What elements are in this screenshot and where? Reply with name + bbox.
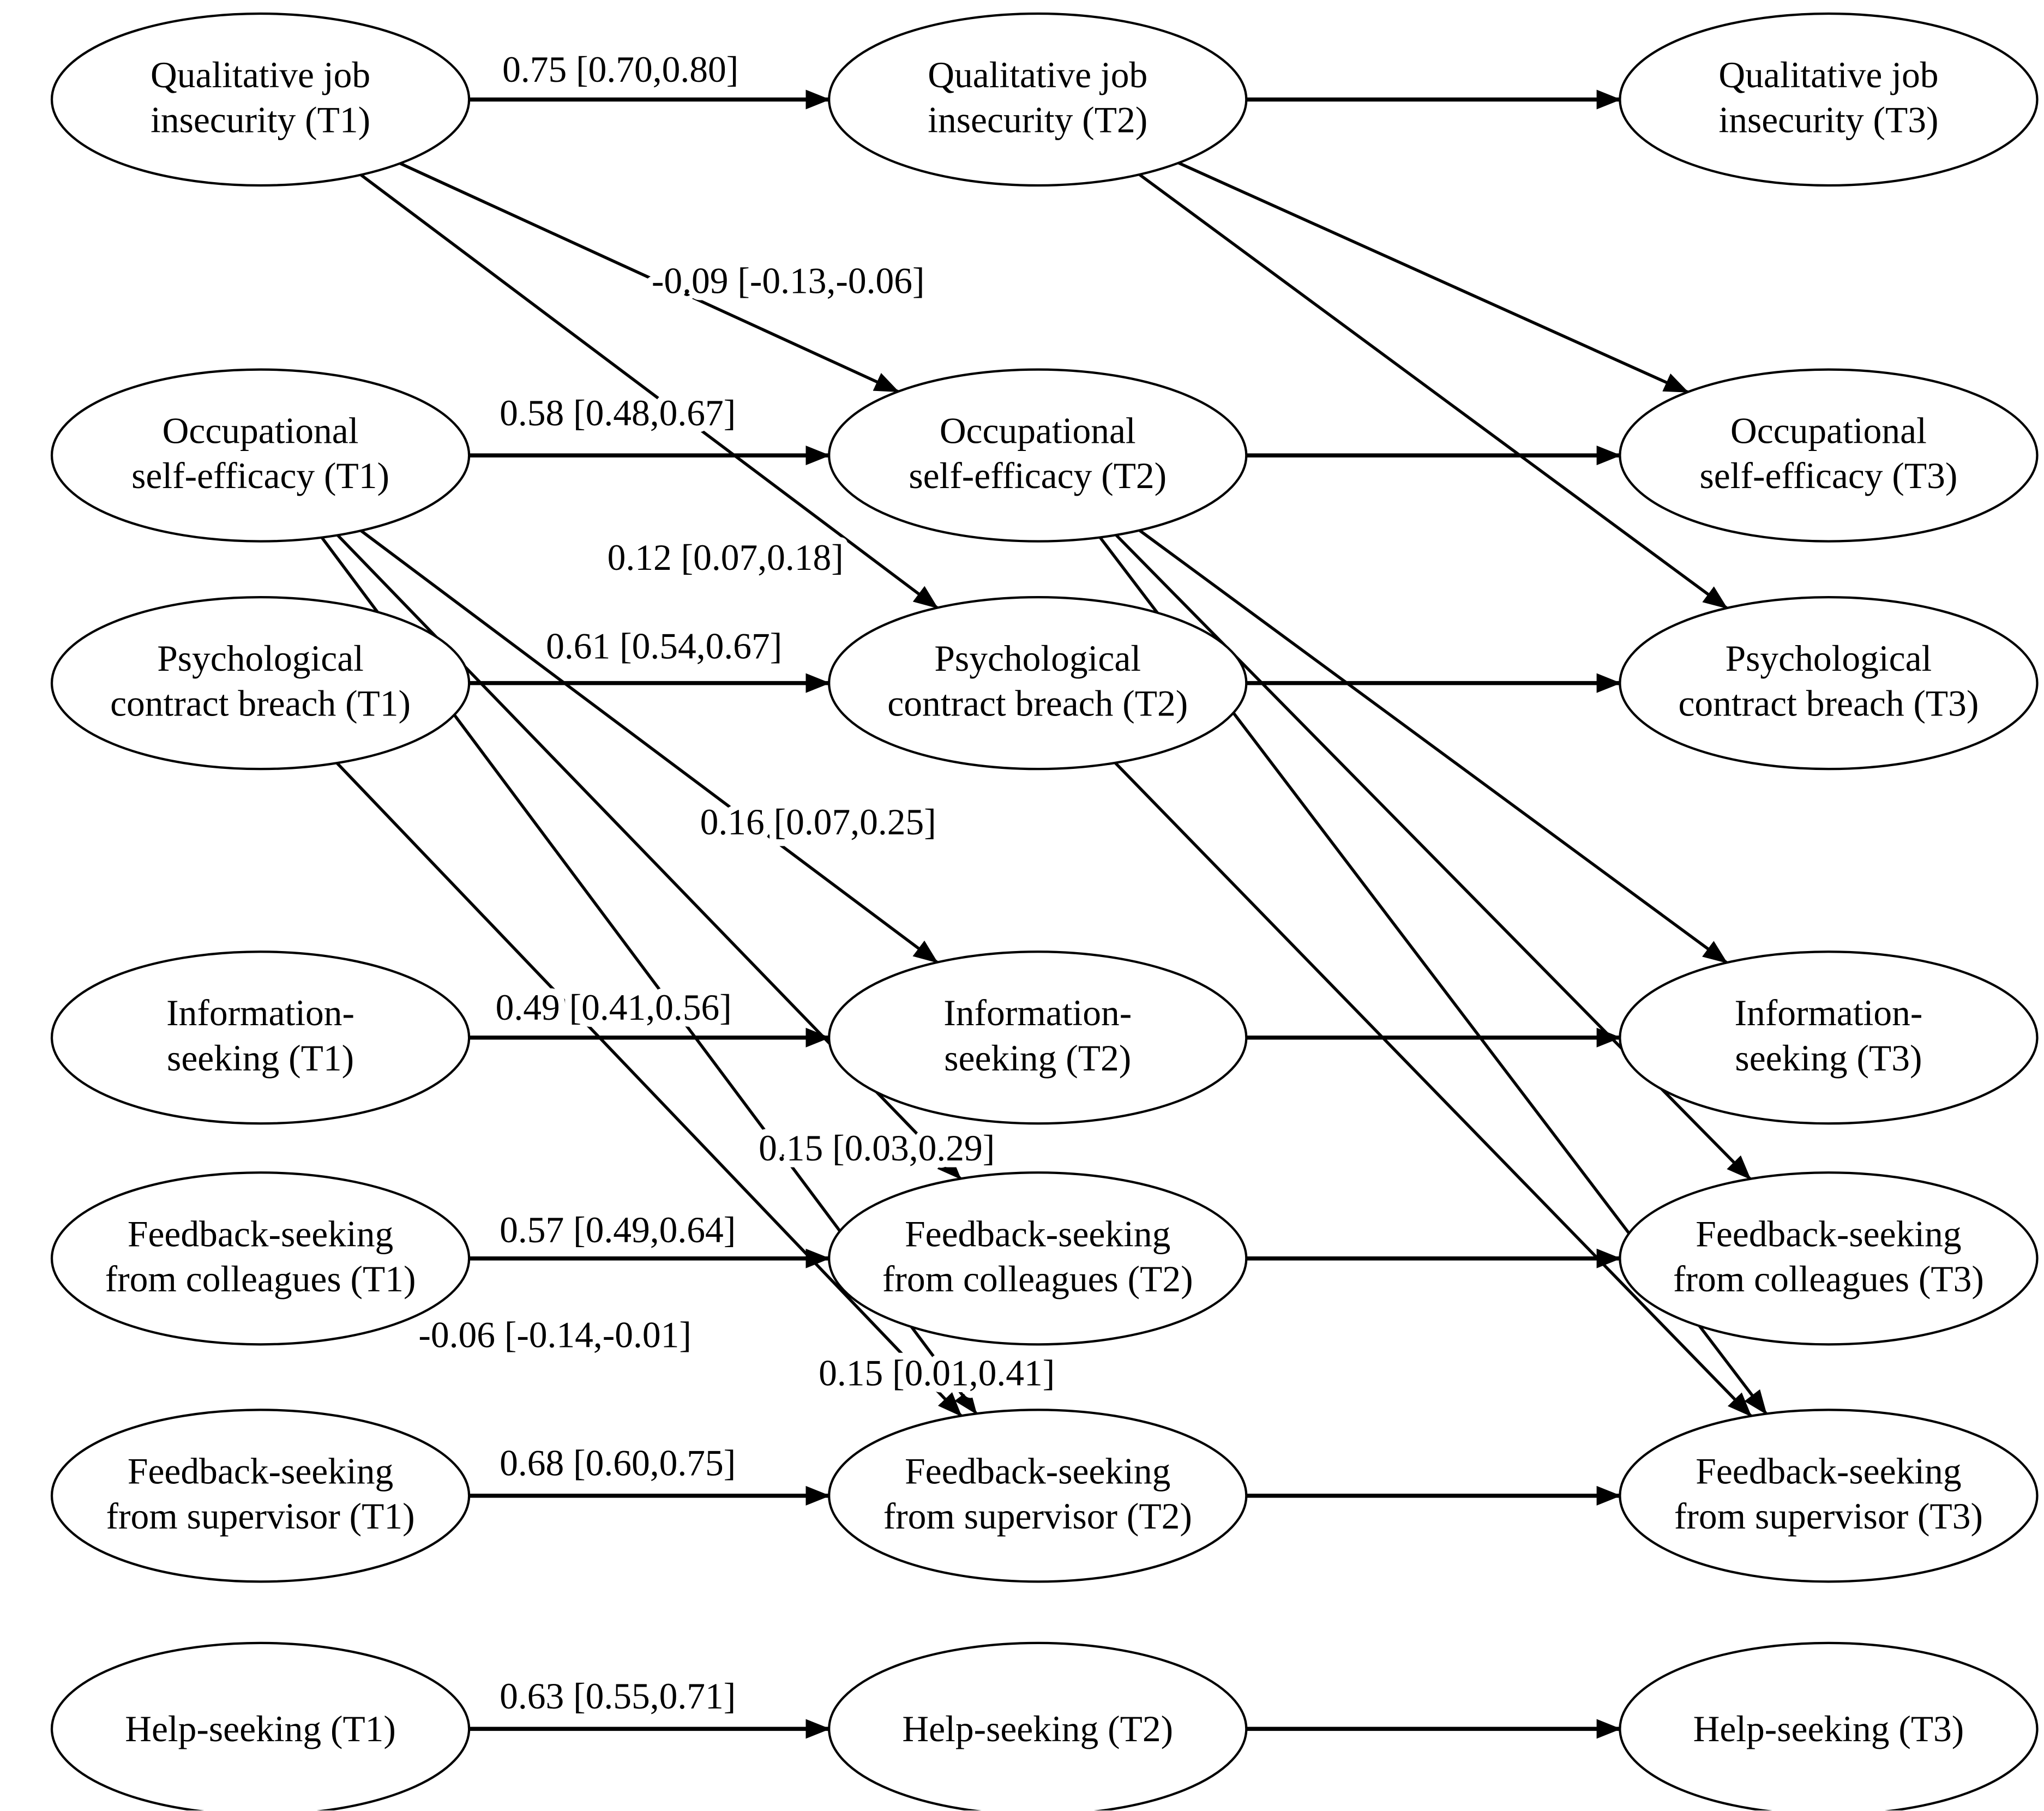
path-coefficient-label-fbs-t1-fbs-t2: 0.68 [0.60,0.75] <box>500 1442 736 1484</box>
node-qji-t1 <box>52 14 469 185</box>
path-coefficient-label-pcb-t1-fbs-t2: -0.06 [-0.14,-0.01] <box>418 1314 692 1356</box>
node-hs-t2 <box>829 1643 1246 1811</box>
ose-t2-label: Occupational self-efficacy (T2) <box>909 410 1167 497</box>
node-hs-t1 <box>52 1643 469 1811</box>
node-ose-t2 <box>829 370 1246 542</box>
pcb-t2-label: Psychological contract breach (T2) <box>887 638 1188 724</box>
is-t3-label: Information-seeking (T3) <box>1734 992 1923 1079</box>
hs-t2-label: Help-seeking (T2) <box>902 1708 1174 1749</box>
fbs-t3-label: Feedback-seeking from supervisor (T3) <box>1674 1451 1983 1537</box>
path-coefficient-label-is-t1-is-t2: 0.49 [0.41,0.56] <box>495 987 732 1028</box>
path-coefficient-label-qji-t1-ose-t2: -0.09 [-0.13,-0.06] <box>651 260 925 302</box>
node-pcb-t3 <box>1620 597 2037 769</box>
path-coefficient-label-qji-t1-qji-t2: 0.75 [0.70,0.80] <box>502 49 739 91</box>
path-coefficient-label-fbc-t1-fbc-t2: 0.57 [0.49,0.64] <box>500 1209 736 1250</box>
pcb-t3-label: Psychological contract breach (T3) <box>1678 638 1979 724</box>
node-fbs-t3 <box>1620 1410 2037 1581</box>
node-fbs-t2 <box>829 1410 1246 1581</box>
path-coefficient-label-hs-t1-hs-t2: 0.63 [0.55,0.71] <box>500 1675 736 1717</box>
hs-t1-label: Help-seeking (T1) <box>125 1708 396 1749</box>
node-pcb-t1 <box>52 597 469 769</box>
path-coefficient-label-ose-t1-fbs-t2: 0.15 [0.01,0.41] <box>819 1352 1055 1394</box>
node-fbc-t3 <box>1620 1172 2037 1344</box>
node-qji-t2 <box>829 14 1246 185</box>
node-is-t1 <box>52 952 469 1123</box>
fbc-t1-label: Feedback-seeking from colleagues (T1) <box>105 1213 416 1299</box>
node-ose-t1 <box>52 370 469 542</box>
node-is-t3 <box>1620 952 2037 1123</box>
path-coefficient-label-ose-t1-is-t2: 0.16 [0.07,0.25] <box>700 802 936 843</box>
node-qji-t3 <box>1620 14 2037 185</box>
node-pcb-t2 <box>829 597 1246 769</box>
qji-t2-label: Qualitative job insecurity (T2) <box>928 55 1148 141</box>
path-coefficient-label-pcb-t1-pcb-t2: 0.61 [0.54,0.67] <box>546 625 783 667</box>
is-t2-label: Information-seeking (T2) <box>943 992 1132 1079</box>
path-coefficient-label-ose-t1-ose-t2: 0.58 [0.48,0.67] <box>500 393 736 434</box>
ose-t1-label: Occupational self-efficacy (T1) <box>131 410 389 497</box>
node-ose-t3 <box>1620 370 2037 542</box>
node-is-t2 <box>829 952 1246 1123</box>
fbs-t1-label: Feedback-seeking from supervisor (T1) <box>106 1451 415 1537</box>
node-hs-t3 <box>1620 1643 2037 1811</box>
qji-t1-label: Qualitative job insecurity (T1) <box>151 55 371 141</box>
is-t1-label: Information-seeking (T1) <box>166 992 355 1079</box>
hs-t3-label: Help-seeking (T3) <box>1693 1708 1964 1749</box>
node-fbc-t1 <box>52 1172 469 1344</box>
node-fbs-t1 <box>52 1410 469 1581</box>
fbc-t3-label: Feedback-seeking from colleagues (T3) <box>1673 1213 1984 1299</box>
fbc-t2-label: Feedback-seeking from colleagues (T2) <box>882 1213 1193 1299</box>
node-fbc-t2 <box>829 1172 1246 1344</box>
ose-t3-label: Occupational self-efficacy (T3) <box>1699 410 1958 497</box>
qji-t3-label: Qualitative job insecurity (T3) <box>1718 55 1939 141</box>
path-coefficient-label-ose-t1-fbc-t2: 0.15 [0.03,0.29] <box>759 1127 995 1169</box>
pcb-t1-label: Psychological contract breach (T1) <box>110 638 411 724</box>
path-coefficient-label-qji-t1-pcb-t2: 0.12 [0.07,0.18] <box>607 537 844 579</box>
fbs-t2-label: Feedback-seeking from supervisor (T2) <box>883 1451 1192 1537</box>
